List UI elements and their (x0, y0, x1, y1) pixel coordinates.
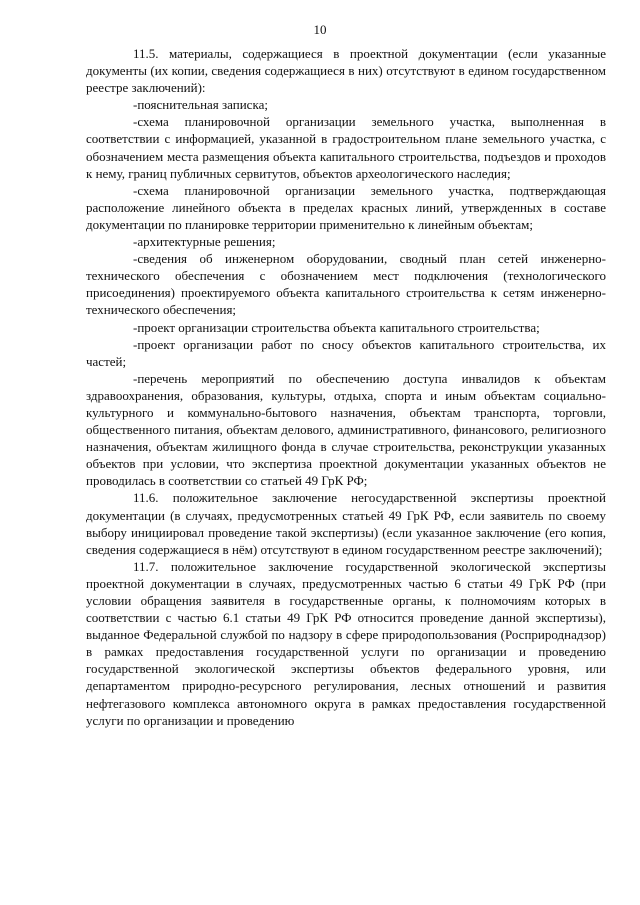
document-body (86, 45, 606, 729)
list-item-architectural-solutions: -архитектурные решения; (133, 234, 276, 250)
page-number: 10 (313, 22, 327, 37)
list-item-explanatory-note: -пояснительная записка; (133, 97, 268, 113)
list-item-accessibility-measures: -перечень мероприятий по обеспечению доступа инвалидов к объектам здравоохранения, образования, культуры, отдыха, спорта и иным объектам социально-культурного и коммунально-бытового назначения, объектам транспорта, торговли, общественного питания, объектам делового, административного, финансового, религиозного назначения, объектам жилищного фонда в случае строительства, реконструкции указанных объектов при условии, что экспертиза проектной документации указанных объектов не проводилась в соответствии со статьей 49 ГрК РФ; (86, 370, 606, 489)
list-item-land-plot-scheme: -схема планировочной организации земельного участка, выполненная в соответствии с информацией, указанной в градостроительном плане земельного участка, с обозначением места размещения объекта капитального строительства, подъездов и проходов к нему, границ публичных сервитутов, объектов археологического наследия; (86, 114, 606, 181)
list-item-construction-organization: -проект организации строительства объекта капитального строительства; (133, 319, 540, 335)
list-item-demolition-organization: -проект организации работ по сносу объектов капитального строительства, их частей; (86, 336, 606, 369)
paragraph-11-5: 11.5. материалы, содержащиеся в проектной документации (если указанные документы (их копии, сведения содержащиеся в них) отсутствуют в едином государственном реестре заключений): (86, 46, 606, 96)
list-item-linear-object-scheme: -схема планировочной организации земельного участка, подтверждающая расположение линейного объекта в пределах красных линий, утвержденных в составе документации по планировке территории применительно к линейным объектам; (86, 182, 606, 232)
paragraph-11-7: 11.7. положительное заключение государственной экологической экспертизы проектной документации в случаях, предусмотренных частью 6 статьи 49 ГрК РФ (при условии обращения заявителя в государственные органы, к полномочиям которых в соответствии с частью 6.1 статьи 49 ГрК РФ относится проведение данной экспертизы), выданное Федеральной службой по надзору в сфере природопользования (Росприроднадзор) в рамках предоставления государственной услуги по организации и проведению государственной экологической экспертизы объектов федерального уровня, или департаментом природно-ресурсного регулирования, лесных отношений и развития нефтегазового комплекса автономного округа в рамках предоставления государственной услуги по организации и проведению (86, 558, 606, 728)
paragraph-11-6: 11.6. положительное заключение негосударственной экспертизы проектной документации (в случаях, предусмотренных статьей 49 ГрК РФ, если заявитель по своему выбору инициировал проведение такой экспертизы) (если указанное заключение (его копия, сведения содержащиеся в нём) отсутствуют в едином государственном реестре заключений); (86, 490, 606, 557)
list-item-engineering-equipment: -сведения об инженерном оборудовании, сводный план сетей инженерно-технического обеспечения с обозначением мест подключения (технологического присоединения) проектируемого объекта капитального строительства к сетям инженерно-технического обеспечения; (86, 251, 606, 318)
